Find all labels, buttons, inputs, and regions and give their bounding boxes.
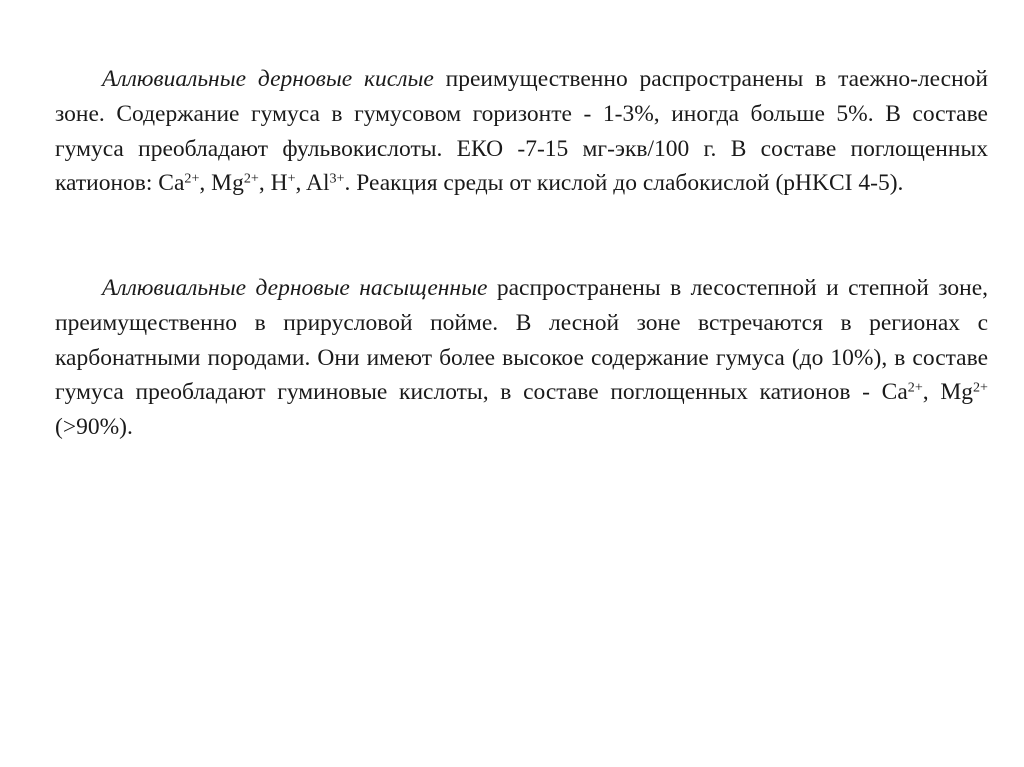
paragraph-text: , Mg <box>922 379 973 406</box>
soil-term-saturated: Аллювиальные дерновые насыщенные <box>102 275 488 301</box>
paragraph-text: , Mg <box>199 170 244 197</box>
paragraph-text: (>90%). <box>55 414 133 441</box>
paragraph-text: . Реакция среды от кислой до слабокислой (pHKCI 4-5). <box>344 170 904 197</box>
ion-charge: 2+ <box>973 379 988 396</box>
paragraph-text: , H <box>258 170 288 197</box>
ion-charge: 3+ <box>329 170 345 187</box>
paragraph-alluvial-sod-saturated <box>55 271 988 445</box>
paragraph-alluvial-sod-acidic <box>55 62 988 201</box>
soil-term-acidic: Аллювиальные дерновые кислые <box>102 66 434 92</box>
ion-charge: + <box>287 170 296 187</box>
ion-charge: 2+ <box>243 170 259 187</box>
ion-charge: 2+ <box>907 379 923 396</box>
paragraph-text: распространены в лесостепной и степной зоне, преимущественно в прирусловой пойме. В лесной зоне встречаются в регионах с карбонатными породами. Они имеют более высокое содержание гумуса (до 10%), в составе гумуса преобладают гуминовые кислоты, в составе поглощенных катионов - Ca <box>55 275 988 406</box>
paragraph-text: преимущественно распространены в таежно-лесной зоне. Содержание гумуса в гумусовом горизонте - 1-3%, иногда больше 5%. В составе гумуса преобладают фульвокислоты. ЕКО -7-15 мг-экв/100 г. В составе поглощенных катионов: Ca <box>55 66 988 197</box>
paragraph-text: , Al <box>295 170 330 197</box>
ion-charge: 2+ <box>184 170 200 187</box>
